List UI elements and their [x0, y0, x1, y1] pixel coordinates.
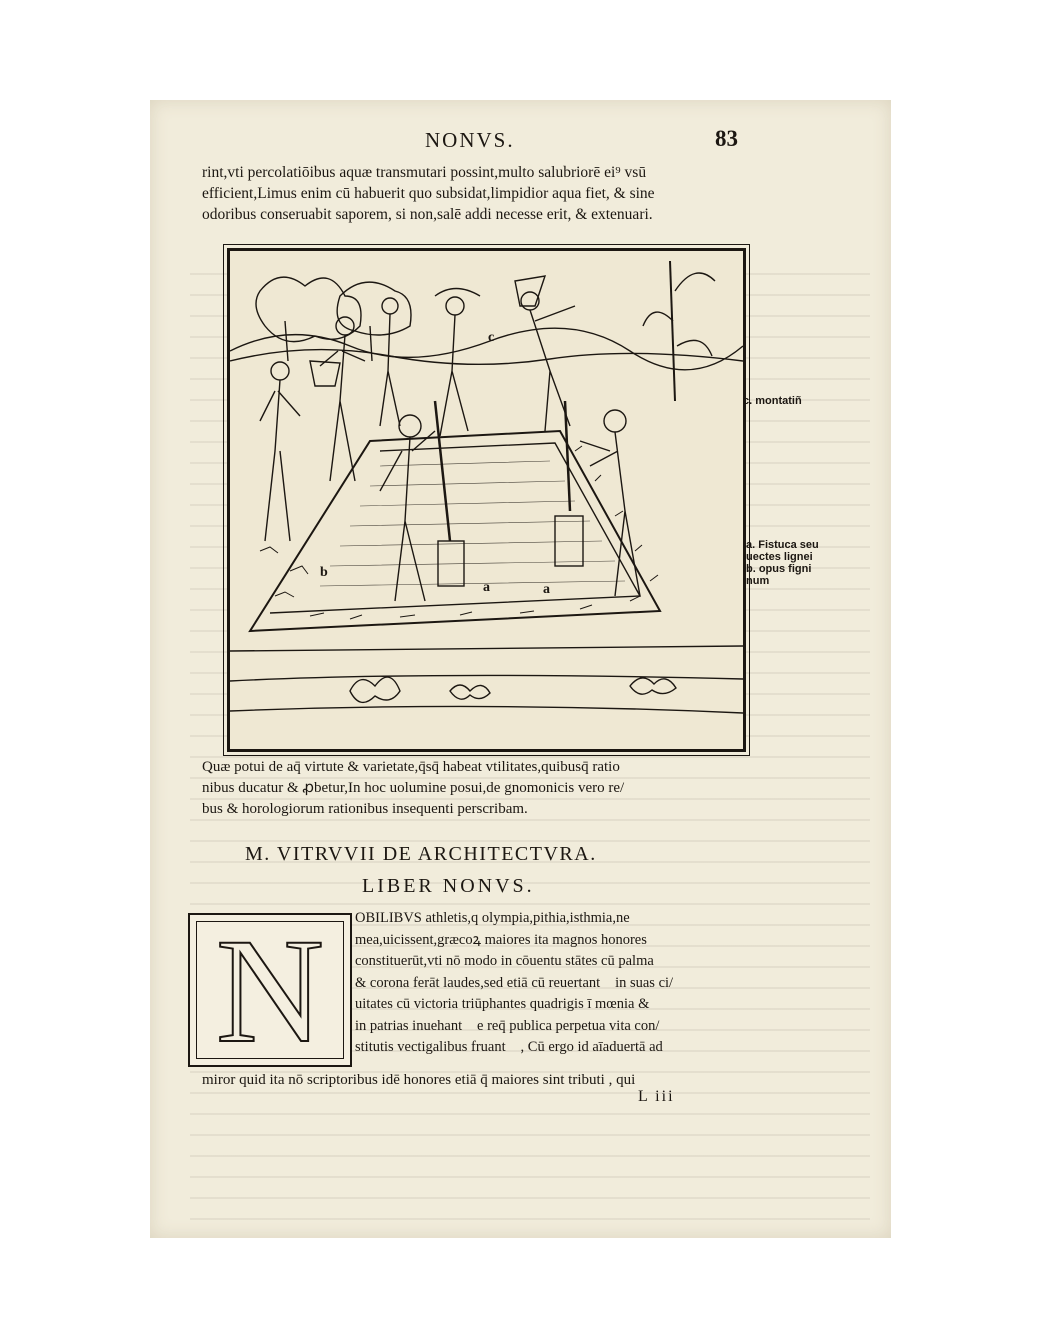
text-line: stitutis vectigalibus fruantᷣ , Cū ergo id aīaduertā ad: [355, 1039, 663, 1055]
book-title: M. VITRVVII DE ARCHITECTVRA.: [245, 843, 597, 865]
figure-label-a: a: [483, 580, 490, 595]
text-line: OBILIBVS athletis,q olympia,pithia,isthmia,ne: [355, 910, 630, 926]
book-page: [150, 100, 891, 1238]
marginal-note-c: c. montatiñ: [743, 395, 802, 407]
figure-label-a: a: [543, 582, 550, 597]
text-line: uitates cū victoria triūphantes quadrigis ī mœnia &: [355, 996, 650, 1012]
closing-paragraph: [202, 757, 747, 820]
woodcut-illustration: [227, 248, 746, 752]
page-number: 83: [715, 126, 738, 151]
woodcut-scene: [230, 251, 743, 749]
drop-cap: [188, 908, 352, 1074]
running-head: NONVS.: [425, 128, 515, 152]
marginal-note-line: num: [746, 575, 770, 587]
text-line: Quæ potui de aq̄ virtute & varietate,q̄sq̄ habeat vtilitates,quibusq̄ ratio: [202, 759, 620, 775]
text-line: in patrias inuehantᷣ e req̄ publica perpetua vita con/: [355, 1017, 660, 1034]
drop-cap-letter: N: [196, 921, 344, 1059]
marginal-note-line: uectes lignei: [746, 551, 813, 563]
marginal-note-line: a. Fistuca seu: [746, 539, 819, 551]
top-paragraph: [202, 162, 747, 225]
text-line: & corona ferāt laudes,sed etiā cū reuertantᷣ in suas ci/: [355, 974, 674, 991]
text-line: nibus ducatur & ꝓbetur,In hoc uolumine posui,de gnomonicis vero re/: [202, 780, 625, 796]
book-subtitle: LIBER NONVS.: [362, 875, 535, 897]
figure-label-c: c: [488, 330, 495, 345]
signature-mark: L iii: [638, 1088, 675, 1105]
text-line: mea,uicissent,græcoꝝ maiores ita magnos honores: [355, 931, 647, 948]
figure-label-b: b: [320, 565, 328, 580]
text-line: rint,vti percolatiōibus aquæ transmutari possint,multo salubriorē ei⁹ vsū: [202, 164, 647, 181]
text-line: odoribus conseruabit saporem, si non,salē addi necesse erit, & extenuari.: [202, 206, 653, 223]
text-line: constituerūt,vti nō modo in cōuentu stātes cū palma: [355, 953, 654, 969]
marginal-note-line: b. opus figni: [746, 563, 812, 575]
text-line: efficient,Limus enim cū habuerit quo subsidat,limpidior aqua fiet, & sine: [202, 185, 655, 202]
opening-paragraph: [355, 908, 745, 1059]
text-line: miror quid ita nō scriptoribus idē honores etiā q̄ maiores sint tributi , qui: [202, 1072, 636, 1088]
text-line: bus & horologiorum rationibus insequenti perscribam.: [202, 801, 528, 817]
marginal-note-ab: [746, 539, 836, 587]
